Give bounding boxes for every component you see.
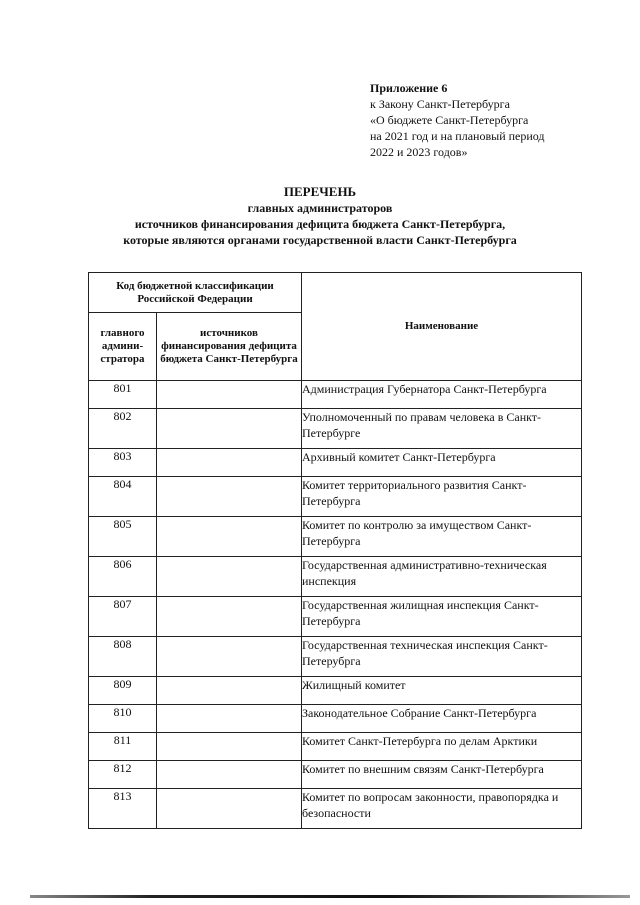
- row-code: 809: [89, 677, 157, 705]
- row-code: 808: [89, 637, 157, 677]
- table-row: [89, 597, 582, 637]
- row-name: Комитет по внешним связям Санкт-Петербурга: [302, 761, 582, 789]
- row-code: 801: [89, 381, 157, 409]
- row-source: [157, 789, 302, 829]
- table-row: [89, 517, 582, 557]
- row-source: [157, 705, 302, 733]
- row-source: [157, 517, 302, 557]
- row-name: Комитет по контролю за имуществом Санкт-Петербурга: [302, 517, 582, 557]
- row-name: Комитет Санкт-Петербурга по делам Арктики: [302, 733, 582, 761]
- row-code: 807: [89, 597, 157, 637]
- header-chief-administrator: главного админи-стратора: [89, 313, 157, 381]
- row-source: [157, 381, 302, 409]
- title-main: ПЕРЕЧЕНЬ: [283, 184, 357, 199]
- administrators-table: [88, 272, 582, 829]
- table-row: [89, 677, 582, 705]
- row-name: Уполномоченный по правам человека в Санкт-Петербурге: [302, 409, 582, 449]
- row-name: Комитет территориального развития Санкт-Петербурга: [302, 477, 582, 517]
- row-name: Администрация Губернатора Санкт-Петербурга: [302, 381, 582, 409]
- table-row: [89, 733, 582, 761]
- row-code: 805: [89, 517, 157, 557]
- row-code: 813: [89, 789, 157, 829]
- row-source: [157, 733, 302, 761]
- row-source: [157, 477, 302, 517]
- row-name: Государственная жилищная инспекция Санкт-Петербурга: [302, 597, 582, 637]
- row-source: [157, 557, 302, 597]
- row-name: Государственная административно-техническая инспекция: [302, 557, 582, 597]
- row-code: 804: [89, 477, 157, 517]
- table-row: [89, 705, 582, 733]
- header-financing-sources: источников финансирования дефицита бюджета Санкт-Петербурга: [157, 313, 302, 381]
- row-source: [157, 409, 302, 449]
- row-code: 806: [89, 557, 157, 597]
- appendix-line: 2022 и 2023 годов»: [370, 145, 468, 159]
- table-row: [89, 637, 582, 677]
- row-name: Государственная техническая инспекция Санкт-Петерубрга: [302, 637, 582, 677]
- document-title: [0, 184, 640, 248]
- row-name: Законодательное Собрание Санкт-Петербурга: [302, 705, 582, 733]
- row-name: Жилищный комитет: [302, 677, 582, 705]
- title-line: источников финансирования дефицита бюджета Санкт-Петербурга,: [134, 217, 506, 231]
- row-name: Архивный комитет Санкт-Петербурга: [302, 449, 582, 477]
- row-code: 802: [89, 409, 157, 449]
- table-row: [89, 789, 582, 829]
- row-source: [157, 761, 302, 789]
- row-code: 810: [89, 705, 157, 733]
- title-line: которые являются органами государственной власти Санкт-Петербурга: [123, 233, 517, 247]
- table-row: [89, 449, 582, 477]
- header-classification-code: Код бюджетной классификации Российской Федерации: [89, 273, 302, 313]
- row-code: 812: [89, 761, 157, 789]
- table-row: [89, 477, 582, 517]
- appendix-line: на 2021 год и на плановый период: [370, 129, 545, 143]
- row-code: 811: [89, 733, 157, 761]
- row-code: 803: [89, 449, 157, 477]
- appendix-block: [370, 80, 545, 160]
- table-row: [89, 409, 582, 449]
- table-row: [89, 381, 582, 409]
- table-row: [89, 557, 582, 597]
- table-row: [89, 761, 582, 789]
- header-name: Наименование: [302, 273, 582, 381]
- scan-edge-line: [30, 895, 630, 898]
- appendix-label: Приложение 6: [370, 81, 448, 95]
- title-line: главных администраторов: [247, 201, 393, 215]
- row-source: [157, 637, 302, 677]
- row-source: [157, 677, 302, 705]
- row-name: Комитет по вопросам законности, правопорядка и безопасности: [302, 789, 582, 829]
- appendix-line: «О бюджете Санкт-Петербурга: [370, 113, 529, 127]
- appendix-line: к Закону Санкт-Петербурга: [370, 97, 510, 111]
- row-source: [157, 449, 302, 477]
- row-source: [157, 597, 302, 637]
